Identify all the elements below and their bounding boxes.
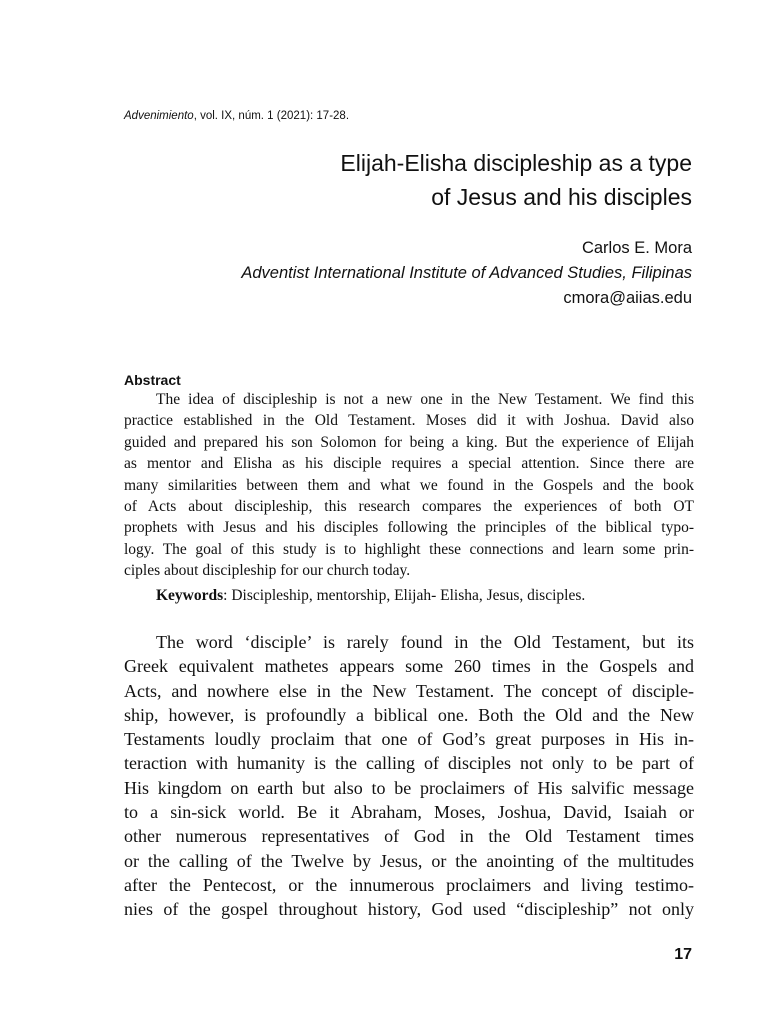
keywords-text: : Discipleship, mentorship, Elijah- Elisha, Jesus, disciples. — [223, 587, 586, 604]
article-title — [132, 146, 692, 214]
body-line: Acts, and nowhere else in the New Testament. The concept of disciple- — [124, 680, 694, 701]
abstract-line: practice established in the Old Testament. Moses did it with Joshua. David also — [124, 412, 694, 430]
body-line: after the Pentecost, or the innumerous proclaimers and living testimo- — [124, 874, 694, 895]
body-text — [124, 630, 694, 922]
journal-citation — [124, 110, 349, 122]
body-line: His kingdom on earth but also to be proclaimers of His salvific message — [124, 777, 694, 798]
title-line: Elijah-Elisha discipleship as a type — [340, 150, 692, 176]
keywords-label: Keywords — [156, 587, 224, 604]
abstract-line: as mentor and Elisha as his disciple requires a special attention. Since there are — [124, 455, 694, 473]
keywords — [156, 587, 585, 605]
abstract-line: of Acts about discipleship, this research compares the experiences of both OT — [124, 498, 694, 516]
abstract-line: ciples about discipleship for our church today. — [124, 562, 411, 580]
title-line: of Jesus and his disciples — [431, 184, 692, 210]
author-block — [52, 236, 692, 311]
body-line: ship, however, is profoundly a biblical one. Both the Old and the New — [124, 704, 694, 725]
abstract-body — [124, 389, 694, 582]
body-line: Testaments loudly proclaim that one of God’s great purposes in His in- — [124, 729, 694, 750]
abstract-line: guided and prepared his son Solomon for being a king. But the experience of Elijah — [124, 433, 694, 451]
author-affiliation: Adventist International Institute of Advanced Studies, Filipinas — [241, 264, 692, 282]
author-name: Carlos E. Mora — [581, 239, 692, 257]
body-line: nies of the gospel throughout history, God used “discipleship” not only — [124, 899, 694, 920]
abstract-line: many similarities between them and what we found in the Gospels and the book — [124, 476, 694, 494]
abstract-line: The idea of discipleship is not a new one in the New Testament. We find this — [156, 391, 694, 408]
body-line: Greek equivalent mathetes appears some 260 times in the Gospels and — [124, 656, 694, 677]
journal-name: Advenimiento — [124, 110, 194, 122]
body-line: The word ‘disciple’ is rarely found in the Old Testament, but its — [156, 632, 694, 652]
page-number: 17 — [674, 946, 692, 963]
body-line: or the calling of the Twelve by Jesus, or the anointing of the multitudes — [124, 850, 694, 871]
body-line: to a sin-sick world. Be it Abraham, Moses, Joshua, David, Isaiah or — [124, 802, 694, 823]
author-email: cmora@aiias.edu — [563, 289, 692, 307]
abstract-heading: Abstract — [124, 372, 181, 388]
body-line: other numerous representatives of God in the Old Testament times — [124, 826, 694, 847]
abstract-line: logy. The goal of this study is to highlight these connections and learn some prin- — [124, 540, 694, 558]
body-line: teraction with humanity is the calling of disciples not only to be part of — [124, 753, 694, 774]
abstract-line: prophets with Jesus and his disciples following the principles of the biblical typo- — [124, 519, 694, 537]
journal-details: , vol. IX, núm. 1 (2021): 17-28. — [193, 110, 350, 122]
